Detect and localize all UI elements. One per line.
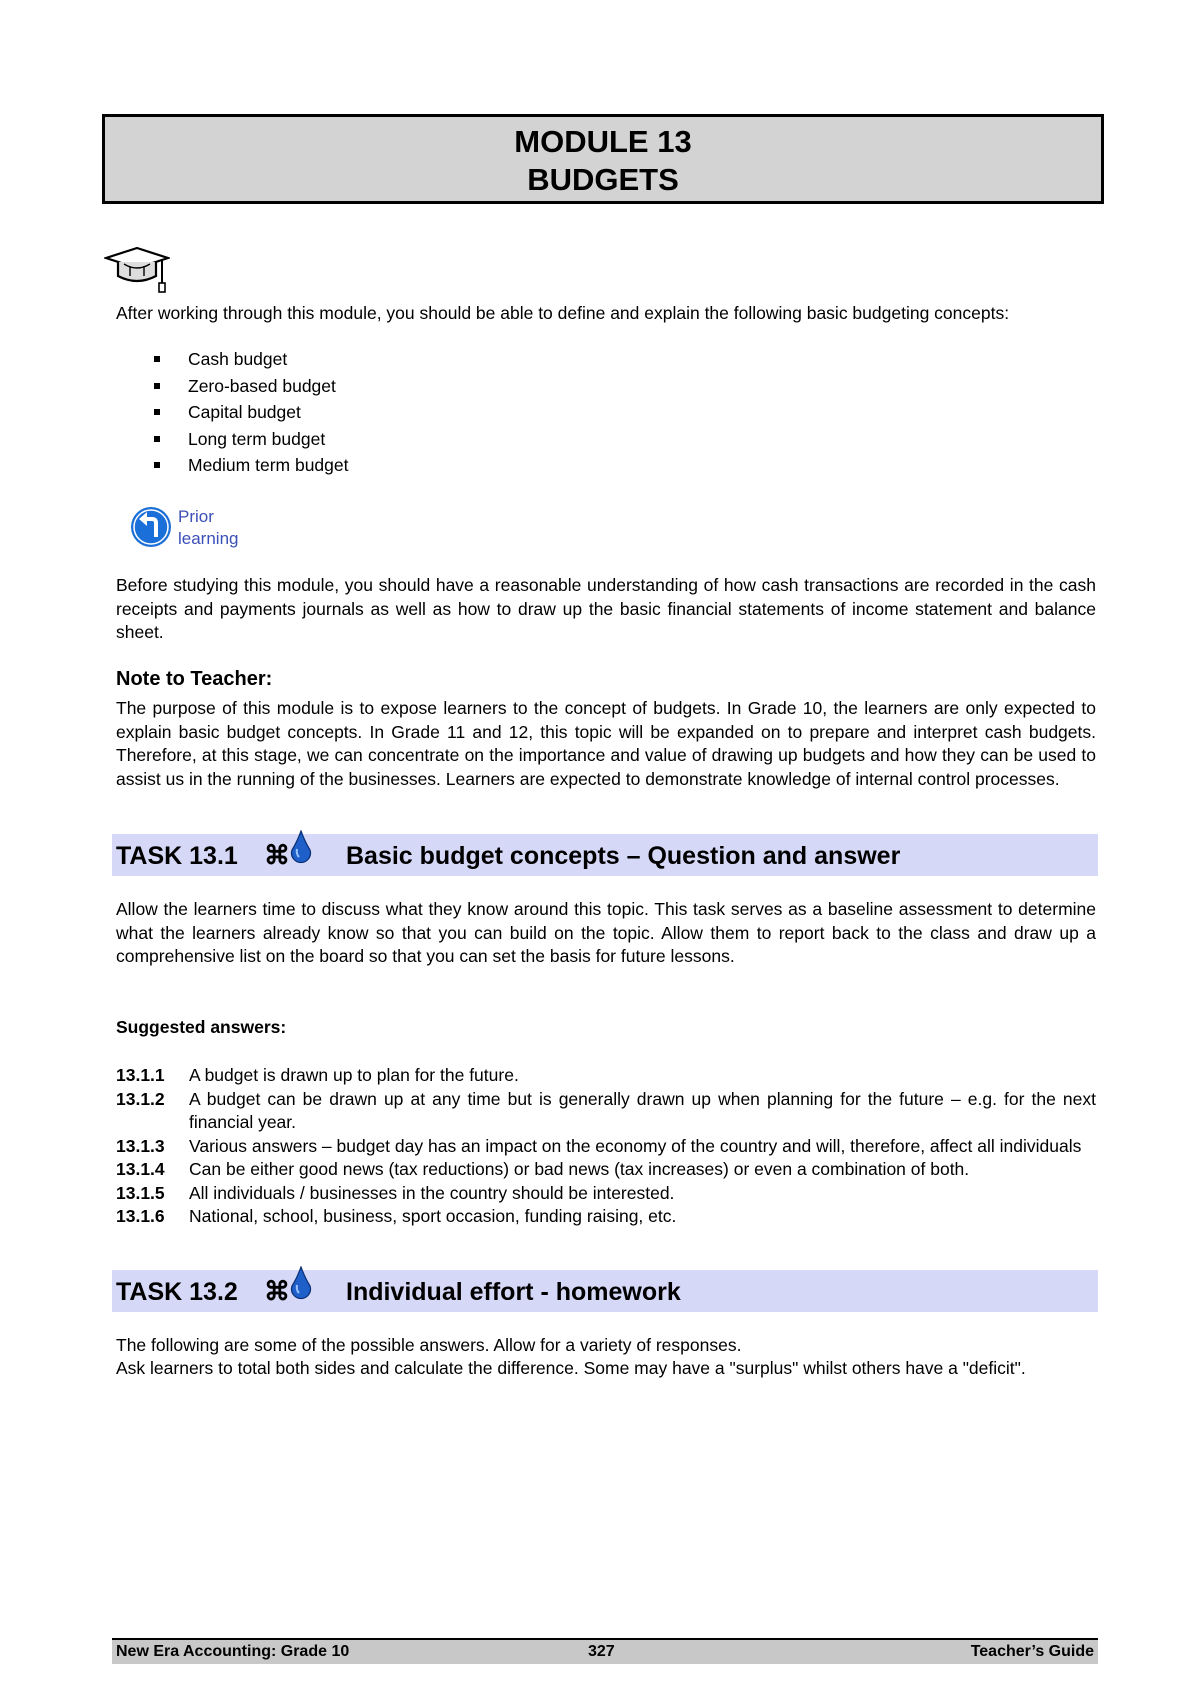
task-13-2-text-1: The following are some of the possible answers. Allow for a variety of responses. xyxy=(116,1335,742,1355)
note-text: The purpose of this module is to expose learners to the concept of budgets. In Grade 10, the learners are only expected to explain basic budget concepts. In Grade 11 and 12, this topic will be expanded on to prepare and interpret cash budgets. Therefore, at this stage, we can concentrate on the importance and value of drawing up budgets and how they can be used to assist us in the running of the businesses. Learners are expected to demonstrate knowledge of internal control processes. xyxy=(116,698,1096,789)
list-item: 13.1.6 National, school, business, sport occasion, funding raising, etc. xyxy=(116,1206,677,1226)
command-icon: ⌘ xyxy=(264,840,290,870)
list-item: Medium term budget xyxy=(150,452,349,479)
prior-learning-text: Before studying this module, you should have a reasonable understanding of how cash transactions are recorded in the cash receipts and payments journals as well as how to draw up the basic financial statements of income statement and balance sheet. xyxy=(116,575,1096,642)
answer-list xyxy=(116,1064,1096,1229)
task-13-1-text: Allow the learners time to discuss what they know around this topic. This task serves as a baseline assessment to determine what the learners already know so that you can build on the topic. Allow them to report back to the class and draw up a comprehensive list on the board so that you can set the basis for future lessons. xyxy=(116,899,1096,966)
command-icon: ⌘ xyxy=(264,1276,290,1306)
task-title: Basic budget concepts – Question and answer xyxy=(346,842,901,870)
list-item: 13.1.1 A budget is drawn up to plan for the future. xyxy=(116,1065,519,1085)
outcomes-intro: After working through this module, you should be able to define and explain the following basic budgeting concepts: xyxy=(116,303,1010,323)
prior-learning-label: Prior learning xyxy=(178,507,239,548)
list-item: 13.1.3 Various answers – budget day has an impact on the economy of the country and will, therefore, affect all individuals xyxy=(116,1135,1082,1156)
list-item: Capital budget xyxy=(150,399,349,426)
task-title: Individual effort - homework xyxy=(346,1278,681,1306)
module-number: MODULE 13 xyxy=(514,124,692,159)
task-13-2-header xyxy=(112,1270,1098,1312)
list-item: Zero-based budget xyxy=(150,373,349,400)
suggested-answers-title: Suggested answers: xyxy=(116,1017,287,1037)
task-label: TASK 13.1 xyxy=(116,842,238,870)
list-item: 13.1.4 Can be either good news (tax reductions) or bad news (tax increases) or even a combination of both. xyxy=(116,1159,970,1179)
footer-book-title: New Era Accounting: Grade 10 xyxy=(116,1643,350,1660)
outcomes-list xyxy=(150,346,349,479)
task-label: TASK 13.2 xyxy=(116,1278,238,1306)
page-footer xyxy=(112,1638,1098,1664)
note-title: Note to Teacher: xyxy=(116,668,273,690)
footer-guide-label: Teacher’s Guide xyxy=(970,1643,1094,1660)
prior-learning-icon xyxy=(130,506,172,548)
page-number: 327 xyxy=(588,1643,615,1660)
list-item: Long term budget xyxy=(150,426,349,453)
list-item: 13.1.5 All individuals / businesses in the country should be interested. xyxy=(116,1182,675,1203)
task-13-1-header xyxy=(112,834,1098,876)
list-item: 13.1.2 A budget can be drawn up at any time but is generally drawn up when planning for the future – e.g. for the next financial year. xyxy=(116,1088,1096,1132)
task-13-2-text-2: Ask learners to total both sides and calculate the difference. Some may have a "surplus" whilst others have a "deficit". xyxy=(116,1358,1026,1378)
module-name: BUDGETS xyxy=(527,162,679,197)
list-item: Cash budget xyxy=(150,346,349,373)
water-drop-icon xyxy=(289,1266,313,1300)
graduation-cap-icon xyxy=(104,246,170,294)
module-title-box xyxy=(102,114,1104,204)
water-drop-icon xyxy=(289,830,313,864)
